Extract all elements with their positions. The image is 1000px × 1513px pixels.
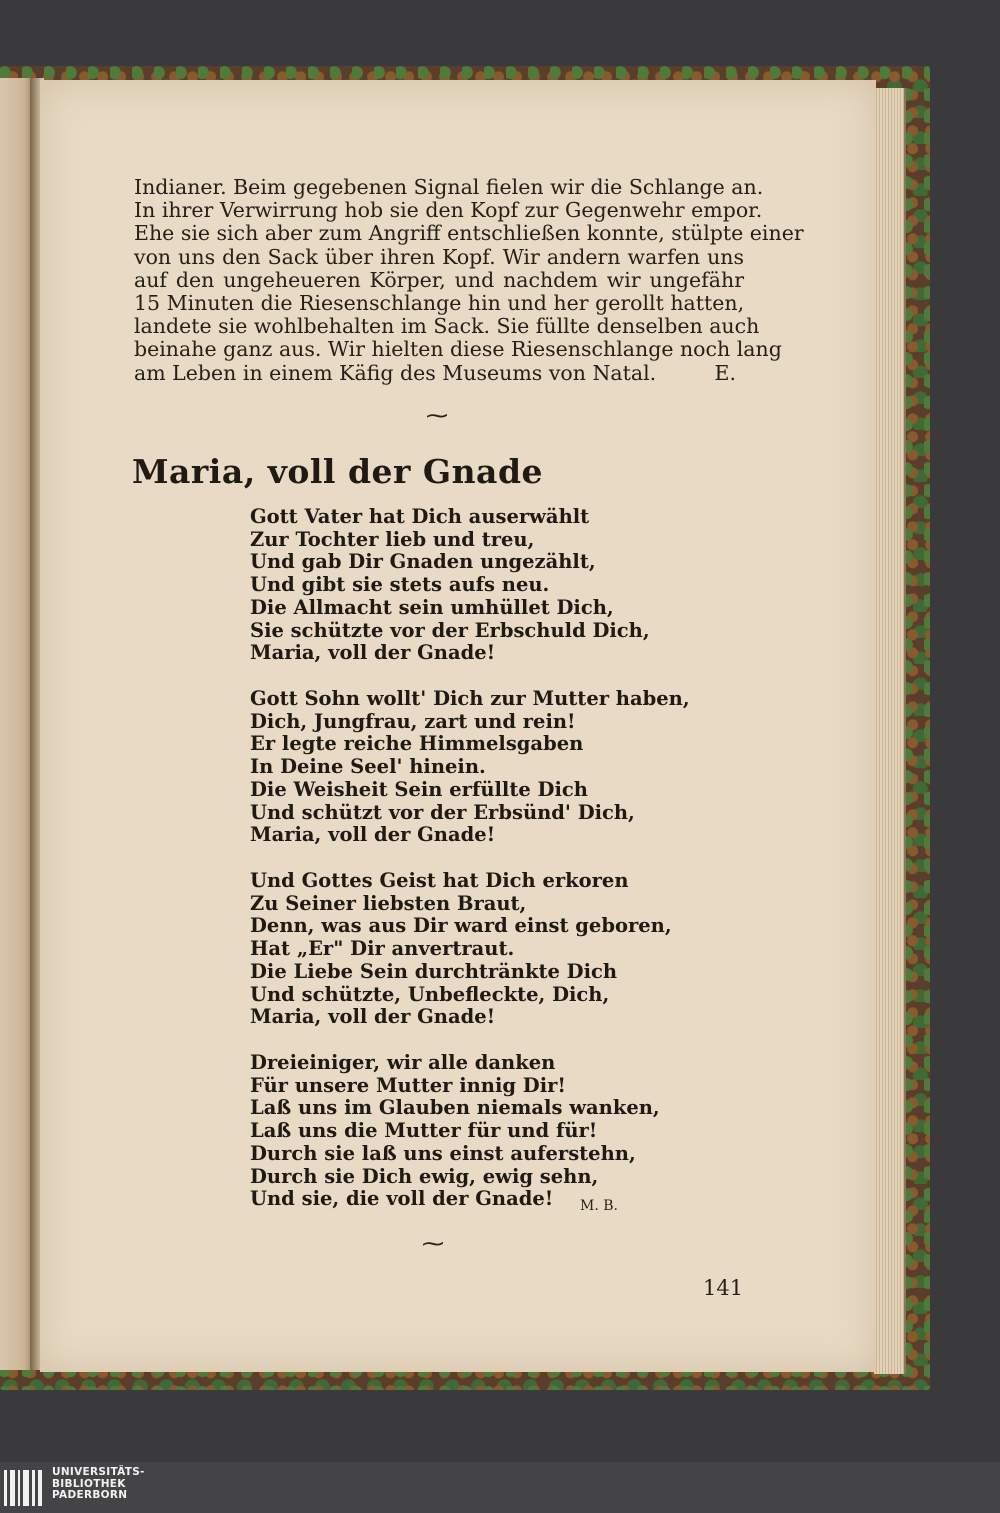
poem-line: Und sie, die voll der Gnade!	[250, 1187, 554, 1211]
prose-line: 15 Minuten die Riesenschlange hin und her gerollt hatten,	[134, 291, 745, 316]
poem-line: Denn, was aus Dir ward einst geboren,	[250, 914, 672, 938]
poem-line: Laß uns die Mutter für und für!	[250, 1119, 598, 1143]
poem-stanza-2	[250, 687, 690, 847]
poem-title: Maria, voll der Gnade	[132, 452, 544, 491]
poem-line: Zur Tochter lieb und treu,	[250, 527, 535, 551]
prose-line-last	[134, 362, 744, 385]
prose-line: von uns den Sack über ihren Kopf. Wir andern warfen uns	[134, 244, 744, 269]
poem-line: Und schützt vor der Erbsünd' Dich,	[250, 800, 635, 824]
facing-page	[0, 78, 34, 1370]
logo-line: UNIVERSITÄTS-	[52, 1466, 145, 1478]
poem-line: Zu Seiner liebsten Braut,	[250, 891, 527, 915]
prose-line: beinahe ganz aus. Wir hielten diese Riesenschlange noch lang	[134, 337, 782, 362]
poem-line: Durch sie Dich ewig, ewig sehn,	[250, 1164, 599, 1188]
poem-line: Hat „Er" Dir anvertraut.	[250, 937, 515, 961]
prose-line: landete sie wohlbehalten im Sack. Sie füllte denselben auch	[134, 314, 760, 339]
logo-line: PADERBORN	[52, 1489, 128, 1501]
poem-stanza-1	[250, 506, 650, 665]
poem-line: Gott Vater hat Dich auserwählt	[250, 505, 590, 528]
poem-line: Und gab Dir Gnaden ungezählt,	[250, 550, 596, 574]
poem-line: Die Allmacht sein umhüllet Dich,	[250, 595, 614, 619]
library-logo-icon	[2, 1468, 46, 1508]
poem-line: Er legte reiche Himmelsgaben	[250, 732, 584, 756]
poem-stanza-4	[250, 1051, 660, 1211]
poem-line: Und schützte, Unbefleckte, Dich,	[250, 982, 610, 1006]
section-ornament: ⁓	[426, 404, 448, 429]
poem-signature: M. B.	[580, 1198, 618, 1214]
prose-line: In ihrer Verwirrung hob sie den Kopf zur Gegenwehr empor.	[134, 198, 763, 223]
poem-line: Dreieiniger, wir alle danken	[250, 1051, 556, 1074]
poem-line: Die Weisheit Sein erfüllte Dich	[250, 777, 588, 801]
prose-line: Ehe sie sich aber zum Angriff entschließen konnte, stülpte einer	[134, 221, 804, 246]
poem-line: Und Gottes Geist hat Dich erkoren	[250, 869, 629, 892]
poem-line: Maria, voll der Gnade!	[250, 1005, 496, 1029]
poem-line: Durch sie laß uns einst auferstehn,	[250, 1141, 636, 1165]
poem-line: Maria, voll der Gnade!	[250, 823, 496, 847]
prose-line: auf den ungeheueren Körper, und nachdem wir ungefähr	[134, 267, 744, 292]
poem-stanza-3	[250, 869, 672, 1029]
poem-line: Dich, Jungfrau, zart und rein!	[250, 709, 576, 733]
poem-line: Für unsere Mutter innig Dir!	[250, 1073, 566, 1097]
prose-signature: E.	[714, 360, 736, 385]
poem-line: Und gibt sie stets aufs neu.	[250, 573, 550, 597]
page-edges	[874, 88, 906, 1374]
page-number: 141	[703, 1276, 744, 1300]
poem-line: Die Liebe Sein durchtränkte Dich	[250, 959, 618, 983]
poem-line: In Deine Seel' hinein.	[250, 755, 486, 779]
prose-paragraph	[134, 175, 804, 385]
library-footer	[0, 1462, 1000, 1513]
prose-line: Indianer. Beim gegebenen Signal fielen wir die Schlange an.	[134, 175, 764, 199]
poem-line: Maria, voll der Gnade!	[250, 641, 496, 665]
end-ornament: ⁓	[422, 1232, 444, 1257]
logo-line: BIBLIOTHEK	[52, 1477, 126, 1490]
poem-line: Gott Sohn wollt' Dich zur Mutter haben,	[250, 687, 690, 710]
prose-line: am Leben in einem Käfig des Museums von Natal.	[134, 360, 657, 385]
library-logo-text	[52, 1467, 145, 1502]
poem-line: Laß uns im Glauben niemals wanken,	[250, 1096, 660, 1120]
poem-line: Sie schützte vor der Erbschuld Dich,	[250, 618, 650, 642]
prose-text	[134, 175, 804, 385]
